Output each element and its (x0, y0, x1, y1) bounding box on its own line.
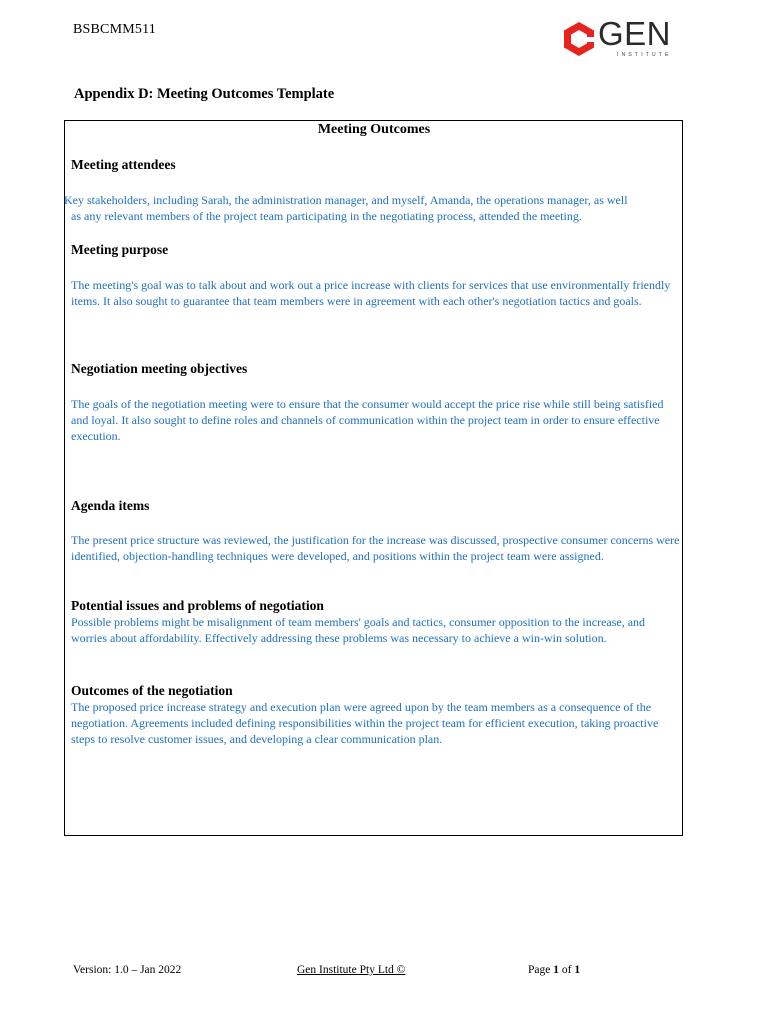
section-text-purpose: The meeting's goal was to talk about and work out a price increase with clients for services that use environmentally friendly items. It also sought to guarantee that team members were in agreement with each other's negotiation tactics and goals. (71, 278, 671, 309)
section-heading-objectives: Negotiation meeting objectives (71, 361, 248, 376)
hexagon-logo-icon (562, 21, 596, 57)
attendees-line-1: Key stakeholders, including Sarah, the administration manager, and myself, Amanda, the operations manager, as well (64, 193, 628, 207)
page-current: 1 (553, 964, 559, 976)
box-title: Meeting Outcomes (317, 122, 431, 137)
section-heading-attendees: Meeting attendees (71, 157, 176, 172)
section-heading-agenda: Agenda items (71, 498, 150, 513)
appendix-title: Appendix D: Meeting Outcomes Template (74, 86, 335, 102)
box-title-row (0, 120, 768, 138)
page-prefix: Page (528, 964, 554, 976)
section-text-outcomes: The proposed price increase strategy and execution plan were agreed upon by the team members as a consequence of the negotiation. Agreements included defining responsibilities within the project team for efficient execution, taking proactive steps to resolve customer issues, and developing a clear communication plan. (71, 700, 659, 747)
document-code: BSBCMM511 (73, 22, 156, 37)
logo-subtitle: INSTITUTE (617, 52, 672, 58)
logo-wordmark: GEN (598, 15, 672, 52)
footer-company: Gen Institute Pty Ltd © (297, 964, 406, 976)
section-heading-outcomes: Outcomes of the negotiation (71, 683, 233, 698)
section-text-objectives: The goals of the negotiation meeting were to ensure that the consumer would accept the price rise while still being satisfied and loyal. It also sought to define roles and channels of communication within the project team in order to ensure effective execution. (71, 397, 664, 444)
page-sep: of (558, 964, 575, 976)
attendees-line-2: as any relevant members of the project team participating in the negotiating process, attended the meeting. (71, 209, 582, 224)
section-heading-issues: Potential issues and problems of negotiation (71, 598, 324, 613)
footer-page-number (528, 964, 580, 976)
section-text-agenda: The present price structure was reviewed, the justification for the increase was discussed, prospective consumer concerns were identified, objection-handling techniques were developed, and positions within the project team were assigned. (71, 533, 680, 564)
section-text-attendees (64, 192, 676, 224)
section-text-issues: Possible problems might be misalignment of team members' goals and tactics, consumer opposition to the increase, and worries about affordability. Effectively addressing these problems was necessary to achieve a win-win solution. (71, 615, 646, 646)
section-heading-purpose: Meeting purpose (71, 242, 169, 257)
page-total: 1 (574, 964, 581, 976)
footer-version: Version: 1.0 – Jan 2022 (73, 964, 182, 976)
gen-institute-logo (562, 15, 674, 60)
